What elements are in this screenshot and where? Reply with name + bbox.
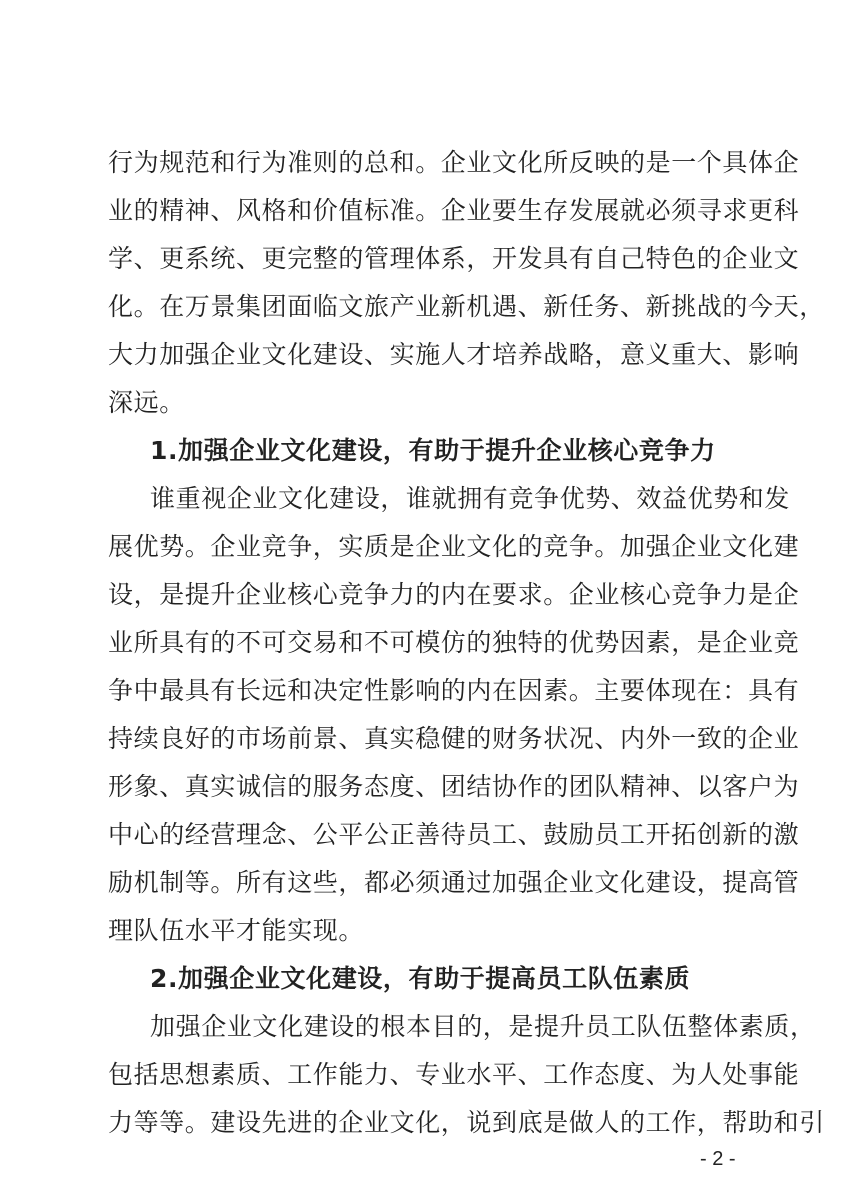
section-heading-2: 2.加强企业文化建设，有助于提高员工队伍素质 [150, 964, 691, 993]
text-line: 力等等。建设先进的企业文化，说到底是做人的工作，帮助和引 [108, 1108, 825, 1137]
text-line: 加强企业文化建设的根本目的，是提升员工队伍整体素质， [150, 1012, 816, 1041]
text-line: 行为规范和行为准则的总和。企业文化所反映的是一个具体企 [108, 148, 800, 177]
text-line: 励机制等。所有这些，都必须通过加强企业文化建设，提高管 [108, 868, 800, 897]
text-line: 业的精神、风格和价值标准。企业要生存发展就必须寻求更科 [108, 196, 800, 225]
text-line: 中心的经营理念、公平公正善待员工、鼓励员工开拓创新的激 [108, 820, 800, 849]
page-number: - 2 - [700, 1148, 736, 1170]
text-line: 深远。 [108, 388, 185, 417]
text-line: 学、更系统、更完整的管理体系，开发具有自己特色的企业文 [108, 244, 800, 273]
text-line: 展优势。企业竞争，实质是企业文化的竞争。加强企业文化建 [108, 532, 800, 561]
text-line: 业所具有的不可交易和不可模仿的独特的优势因素，是企业竞 [108, 628, 800, 657]
section-heading-1: 1.加强企业文化建设，有助于提升企业核心竞争力 [150, 436, 716, 465]
text-line: 持续良好的市场前景、真实稳健的财务状况、内外一致的企业 [108, 724, 800, 753]
text-line: 形象、真实诚信的服务态度、团结协作的团队精神、以客户为 [108, 772, 800, 801]
text-line: 争中最具有长远和决定性影响的内在因素。主要体现在：具有 [108, 676, 800, 705]
text-line: 化。在万景集团面临文旅产业新机遇、新任务、新挑战的今天， [108, 292, 825, 321]
text-line: 理队伍水平才能实现。 [108, 916, 365, 945]
text-line: 包括思想素质、工作能力、专业水平、工作态度、为人处事能 [108, 1060, 800, 1089]
text-line: 设，是提升企业核心竞争力的内在要求。企业核心竞争力是企 [108, 580, 800, 609]
text-line: 谁重视企业文化建设，谁就拥有竞争优势、效益优势和发 [150, 484, 791, 513]
text-line: 大力加强企业文化建设、实施人才培养战略，意义重大、影响 [108, 340, 800, 369]
